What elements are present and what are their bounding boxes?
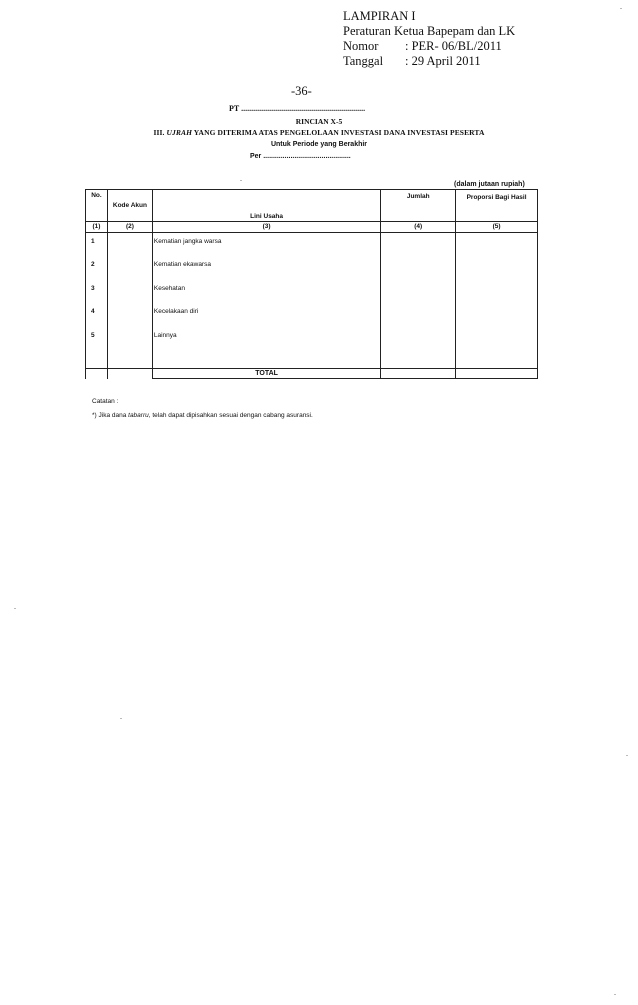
- lampiran-text: LAMPIRAN I: [343, 9, 416, 23]
- note-prefix: *) Jika dana: [92, 412, 129, 419]
- lini-usaha-item: Kematian jangka warsa: [153, 237, 222, 245]
- lini-usaha-item: Kematian ekawarsa: [153, 261, 211, 269]
- lini-usaha-item: Kecelakaan diri: [153, 308, 199, 316]
- tanggal-label: Tanggal: [343, 54, 384, 68]
- rincian-title: RINCIAN X-5: [295, 117, 343, 126]
- row-number: 4: [91, 308, 95, 316]
- per-line: Per .............................................: [250, 153, 351, 160]
- row-number: 5: [91, 331, 95, 339]
- document-header: [343, 9, 515, 69]
- total-no-cell: [86, 368, 108, 378]
- nomor-label: Nomor: [343, 39, 379, 53]
- title-rest: YANG DITERIMA ATAS PENGELOLAAN INVESTASI DANA INVESTASI PESERTA: [192, 128, 485, 137]
- peraturan-text: Peraturan Ketua Bapepam dan LK: [343, 24, 516, 38]
- notes-text: [92, 409, 313, 423]
- row-number: 2: [91, 261, 95, 269]
- col-number: (3): [152, 221, 380, 232]
- total-kode-cell: [107, 368, 152, 378]
- peraturan-line: [343, 24, 515, 39]
- note-italic: tabarru,: [128, 412, 151, 419]
- header-no: No.: [86, 190, 108, 222]
- ujrah-table: [85, 189, 538, 379]
- total-row: [86, 368, 538, 378]
- table-body-row: [86, 232, 538, 368]
- col-number: (2): [107, 221, 152, 232]
- total-label: TOTAL: [152, 368, 380, 378]
- table-header-row: [86, 190, 538, 222]
- no-list: [86, 233, 107, 351]
- page-number: -36-: [291, 84, 312, 98]
- lini-list: [153, 233, 380, 351]
- note-rest: telah dapat dipisahkan sesuai dengan cabang asuransi.: [150, 412, 313, 419]
- title-prefix: III.: [153, 128, 167, 137]
- title-italic: UJRAH: [166, 128, 193, 137]
- header-kode-akun: Kode Akun: [107, 190, 152, 222]
- jumlah-cell: [381, 232, 456, 368]
- nomor-line: [343, 39, 515, 54]
- periode-line: Untuk Periode yang Berakhir: [270, 141, 368, 148]
- header-lini-usaha: Lini Usaha: [152, 190, 380, 222]
- form-title: [0, 128, 638, 137]
- unit-label: (dalam jutaan rupiah): [454, 181, 525, 188]
- col-number: (5): [456, 221, 538, 232]
- scan-speck: [240, 180, 242, 181]
- scan-speck: [14, 608, 16, 609]
- scan-speck: [620, 8, 622, 9]
- row-number: 3: [91, 284, 95, 292]
- notes-label: Catatan :: [92, 398, 119, 405]
- proporsi-cell: [456, 232, 538, 368]
- notes-section: [92, 395, 313, 423]
- row-number: 1: [91, 237, 95, 245]
- tanggal-line: [343, 54, 515, 69]
- nomor-value: : PER- 06/BL/2011: [405, 39, 502, 53]
- lini-usaha-item: Kesehatan: [153, 284, 185, 292]
- no-cell: [86, 232, 108, 368]
- scan-speck: [626, 755, 628, 756]
- total-jumlah-cell: [381, 368, 456, 378]
- lini-usaha-cell: [152, 232, 380, 368]
- header-jumlah: Jumlah: [381, 190, 456, 222]
- col-number: (4): [381, 221, 456, 232]
- company-line: PT ..............................................................: [229, 104, 366, 113]
- header-proporsi: Proporsi Bagi Hasil: [456, 190, 538, 222]
- col-number: (1): [86, 221, 108, 232]
- scan-speck: [614, 994, 616, 995]
- scan-speck: [120, 718, 122, 719]
- lampiran-line: [343, 9, 515, 24]
- total-proporsi-cell: [456, 368, 538, 378]
- lini-usaha-item: Lainnya: [153, 331, 177, 339]
- kode-akun-cell: [107, 232, 152, 368]
- tanggal-value: : 29 April 2011: [405, 54, 481, 68]
- column-number-row: [86, 221, 538, 232]
